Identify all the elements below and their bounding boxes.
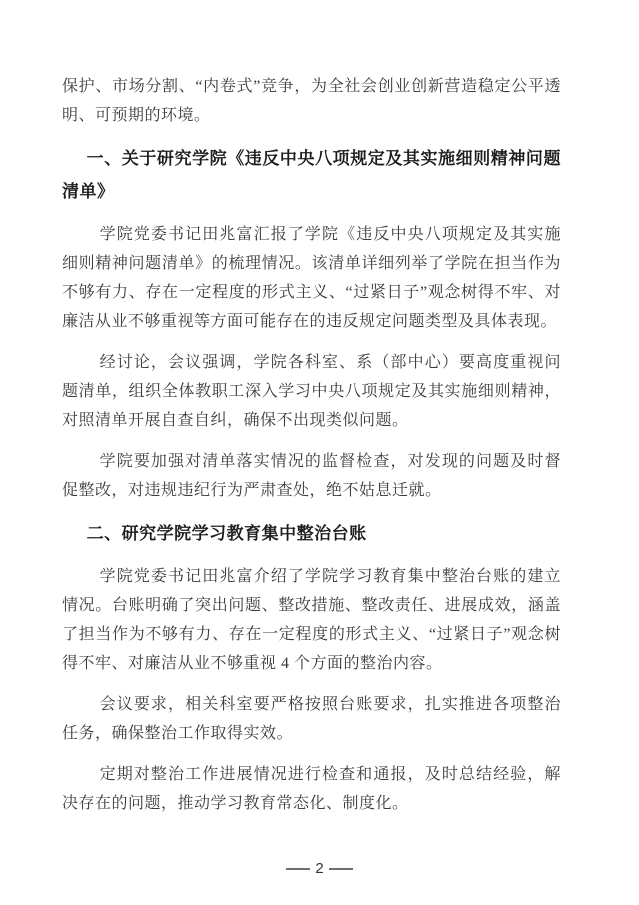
page-number: 2: [315, 860, 324, 877]
page-footer: [0, 860, 639, 878]
section-heading-2: 二、研究学院学习教育集中整治台账: [86, 524, 367, 543]
paragraph-supervision: 学院要加强对清单落实情况的监督检查，对发现的问题及时督促整改，对违规违纪行为严肃查处，绝不姑息迁就。: [62, 453, 561, 499]
page-number-dash-left: [286, 868, 310, 870]
paragraph-meeting-requirement: 会议要求，相关科室要严格按照台账要求，扎实推进各项整治任务，确保整治工作取得实效。: [62, 696, 561, 742]
section-heading-1: 一、关于研究学院《违反中央八项规定及其实施细则精神问题清单》: [62, 149, 561, 201]
paragraph-report-list: 学院党委书记田兆富汇报了学院《违反中央八项规定及其实施细则精神问题清单》的梳理情况。该清单详细列举了学院在担当作为不够有力、存在一定程度的形式主义、“过紧日子”观念树得不牢、对廉洁从业不够重视等方面可能存在的违反规定问题类型及具体表现。: [62, 226, 561, 330]
continued-paragraph: 保护、市场分割、“内卷式”竞争，为全社会创业创新营造稳定公平透明、可预期的环境。: [62, 78, 561, 124]
document-body: [62, 72, 561, 830]
paragraph-periodic-check: 定期对整治工作进展情况进行检查和通报，及时总结经验，解决存在的问题，推动学习教育常态化、制度化。: [62, 766, 561, 812]
page-number-dash-right: [329, 868, 353, 870]
paragraph-ledger-intro: 学院党委书记田兆富介绍了学院学习教育集中整治台账的建立情况。台账明确了突出问题、整改措施、整改责任、进展成效，涵盖了担当作为不够有力、存在一定程度的形式主义、“过紧日子”观念树得不牢、对廉洁从业不够重视 4 个方面的整治内容。: [62, 568, 561, 672]
paragraph-meeting-emphasis: 经讨论，会议强调，学院各科室、系（部中心）要高度重视问题清单，组织全体教职工深入学习中央八项规定及其实施细则精神，对照清单开展自查自纠，确保不出现类似问题。: [62, 354, 561, 429]
